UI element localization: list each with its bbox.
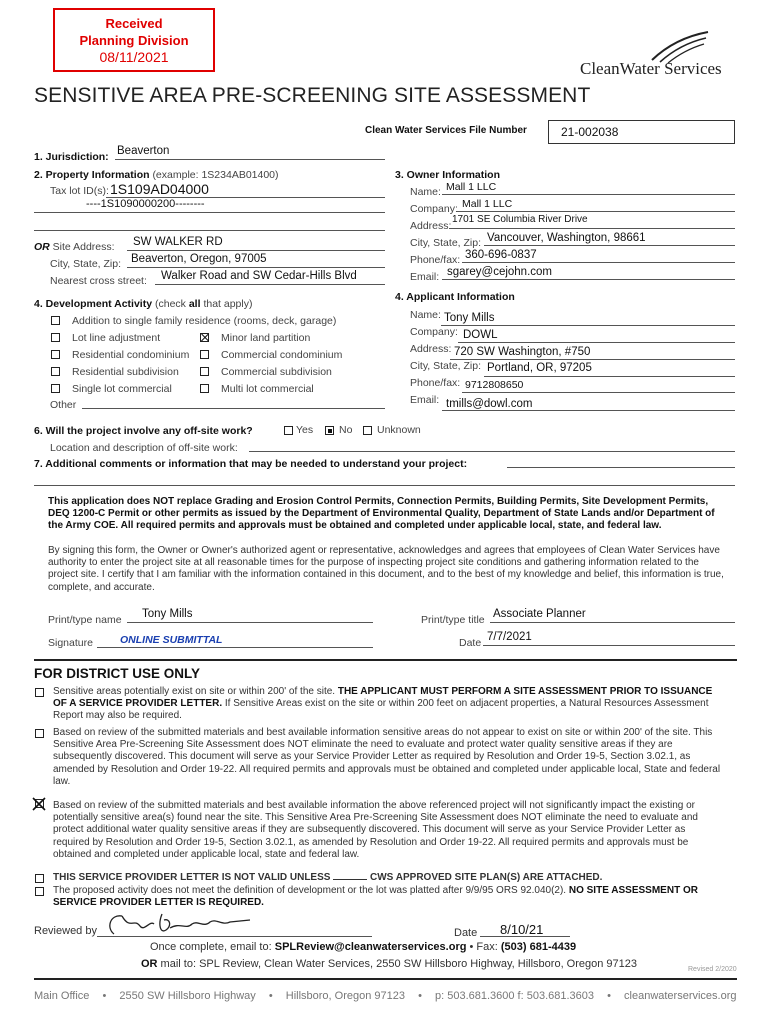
footer-office: Main Office — [34, 990, 90, 1002]
district-opt5 — [53, 885, 723, 909]
footer-city: Hillsboro, Oregon 97123 — [285, 990, 405, 1002]
reviewed-date-value[interactable]: 8/10/21 — [500, 922, 544, 937]
offsite-yes-checkbox[interactable] — [284, 426, 293, 435]
stamp-line1: Received — [105, 16, 163, 31]
reviewed-date-label: Date — [454, 927, 478, 939]
district-heading: FOR DISTRICT USE ONLY — [34, 666, 201, 681]
other-label: Other — [50, 399, 77, 411]
offsite-location-label: Location and description of off-site work: — [50, 442, 238, 454]
offsite-no-checkbox[interactable] — [325, 426, 334, 435]
owner-name-label: Name: — [410, 186, 441, 198]
district-opt5-b: NO SITE ASSESSMENT OR SERVICE PROVIDER LETTER IS REQUIRED. — [53, 885, 698, 909]
signature-value[interactable]: ONLINE SUBMITTAL — [120, 634, 223, 646]
file-number-value: 21-002038 — [561, 125, 619, 139]
applicant-company-label: Company: — [410, 326, 458, 338]
site-label-text: Site Address: — [52, 241, 115, 253]
applicant-address-label: Address: — [410, 343, 452, 355]
notice-text: By signing this form, the Owner or Owner's authorized agent or representative, acknowledges and agrees that employees of Clean Water Services have authority to enter the project site at all reasonable times for the purpose of inspecting project site conditions and gathering information related to the project site. I certify that I am familiar with the information contained in this document, and to the best of my knowledge and belief, this information is true, complete, and accurate. — [48, 545, 724, 593]
print-title-label: Print/type title — [421, 614, 485, 626]
tax-lot-1[interactable]: 1S109AD04000 — [110, 181, 209, 197]
section-divider — [34, 659, 737, 661]
com-condo-checkbox[interactable] — [200, 350, 209, 359]
logo-text-services: Services — [664, 59, 722, 78]
received-stamp — [53, 8, 215, 72]
district-opt1-c: If Sensitive Areas exist on the site or within 200 feet on adjacent properties, a Natural Resources Assessment Report may also be required. — [53, 698, 709, 722]
single-lot-label: Single lot commercial — [72, 383, 172, 395]
owner-heading: 3. Owner Information — [395, 169, 501, 181]
minor-partition-label: Minor land partition — [221, 332, 311, 344]
owner-email-label: Email: — [410, 271, 440, 283]
district-opt3: Based on review of the submitted materials and best available information the above referenced project will not significantly impact the existing or potentially sensitive area(s) found near the site. This Sensitive Area Pre-Screening Site Assessment does NOT eliminate the need to evaluate and protect additional water quality sensitive areas if they are subsequently discovered. This document will serve as your Service Provider Letter as required by Resolution and Order 19-5, Section 3.02.1, as amended by Resolution and Order 19-22. All required permits and approvals must be obtained and completed under applicable local, state and federal law. — [53, 800, 698, 860]
district-opt3-checkbox[interactable] — [32, 797, 46, 811]
applicant-heading: 4. Applicant Information — [395, 291, 515, 303]
property-example: (example: 1S234AB01400) — [152, 169, 279, 181]
single-lot-checkbox[interactable] — [51, 384, 60, 393]
owner-email-value[interactable]: sgarey@cejohn.com — [447, 266, 552, 278]
owner-name-value[interactable]: Mall 1 LLC — [446, 181, 497, 193]
jurisdiction-label: 1. Jurisdiction: — [34, 151, 109, 163]
property-csz-label: City, State, Zip: — [50, 258, 121, 270]
revised-date: Revised 2/2020 — [688, 966, 737, 973]
district-opt4-a: THIS SERVICE PROVIDER LETTER IS NOT VALID UNLESS — [53, 872, 331, 883]
owner-phone-label: Phone/fax: — [410, 254, 461, 266]
applicant-email-value[interactable]: tmills@dowl.com — [446, 398, 533, 410]
fax-number: (503) 681-4439 — [500, 941, 577, 953]
footer-sep-1: • — [102, 990, 107, 1002]
print-title-value[interactable]: Associate Planner — [493, 608, 586, 620]
activity-note-post: that apply) — [200, 298, 253, 310]
page-title: SENSITIVE AREA PRE-SCREENING SITE ASSESSMENT — [34, 84, 591, 107]
site-address-value[interactable]: SW WALKER RD — [133, 236, 223, 248]
district-opt1-a: Sensitive areas potentially exist on site or within 200' of the site. — [53, 686, 338, 697]
owner-csz-label: City, State, Zip: — [410, 237, 481, 249]
tax-lot-2[interactable]: ----1S1090000200-------- — [86, 198, 205, 210]
district-opt1 — [53, 686, 723, 723]
mail-instructions — [141, 958, 637, 970]
print-name-value[interactable]: Tony Mills — [142, 608, 193, 620]
owner-phone-value[interactable]: 360-696-0837 — [465, 249, 537, 261]
offsite-unknown-label: Unknown — [377, 424, 421, 436]
mail-or: OR — [141, 958, 158, 970]
footer-sep-4: • — [607, 990, 611, 1002]
owner-company-label: Company: — [410, 203, 458, 215]
spl-review-email[interactable]: SPLReview@cleanwaterservices.org — [274, 941, 467, 953]
district-opt5-a: The proposed activity does not meet the definition of development or the lot was platted after 9/9/95 ORS 92.040(2). — [53, 885, 569, 896]
footer-website[interactable]: cleanwaterservices.org — [624, 990, 737, 1002]
addition-label: Addition to single family residence (rooms, deck, garage) — [72, 315, 337, 327]
res-sub-checkbox[interactable] — [51, 367, 60, 376]
com-condo-label: Commercial condominium — [221, 349, 343, 361]
applicant-csz-label: City, State, Zip: — [410, 360, 481, 372]
file-number-label: Clean Water Services File Number — [365, 125, 527, 136]
footer-divider — [34, 978, 737, 980]
footer-phone: p: 503.681.3600 f: 503.681.3603 — [434, 990, 595, 1002]
signature-date-value[interactable]: 7/7/2021 — [487, 631, 532, 643]
com-sub-checkbox[interactable] — [200, 367, 209, 376]
property-csz-value[interactable]: Beaverton, Oregon, 97005 — [131, 253, 267, 265]
res-condo-label: Residential condominium — [72, 349, 190, 361]
owner-address-value[interactable]: 1701 SE Columbia River Drive — [452, 214, 588, 225]
clean-water-services-logo — [580, 30, 740, 78]
property-heading-text: 2. Property Information — [34, 169, 150, 181]
site-address-label — [34, 241, 115, 253]
print-name-label: Print/type name — [48, 614, 122, 626]
property-heading — [34, 169, 279, 181]
stamp-date: 08/11/2021 — [99, 49, 169, 65]
owner-company-value[interactable]: Mall 1 LLC — [462, 198, 513, 210]
fax-pre: • Fax: — [466, 941, 501, 953]
reviewer-signature — [100, 910, 280, 938]
owner-csz-value[interactable]: Vancouver, Washington, 98661 — [487, 232, 646, 244]
or-label: OR — [34, 241, 50, 253]
email-pre: Once complete, email to: — [150, 941, 275, 953]
applicant-name-label: Name: — [410, 309, 441, 321]
com-sub-label: Commercial subdivision — [221, 366, 332, 378]
comments-label: 7. Additional comments or information that may be needed to understand your project: — [34, 458, 468, 470]
signature-date-label: Date — [459, 637, 482, 649]
district-opt4 — [53, 872, 723, 884]
logo-text-cleanwater: CleanWater — [580, 59, 660, 78]
lot-line-label: Lot line adjustment — [72, 332, 161, 344]
district-opt4-b: CWS APPROVED SITE PLAN(S) ARE ATTACHED. — [370, 872, 603, 883]
applicant-address-value[interactable]: 720 SW Washington, #750 — [454, 346, 591, 358]
footer-sep-2: • — [268, 990, 273, 1002]
activity-heading-text: 4. Development Activity — [34, 298, 153, 310]
res-condo-checkbox[interactable] — [51, 350, 60, 359]
jurisdiction-value[interactable]: Beaverton — [117, 145, 170, 157]
handwritten-x-icon — [32, 797, 46, 811]
applicant-csz-value[interactable]: Portland, OR, 97205 — [487, 362, 592, 374]
district-opt2: Based on review of the submitted materials and best available information sensitive areas do not appear to exist on site or within 200' of the site. This Sensitive Area Pre-Screening Site Assessment does NOT eliminate the need to evaluate and protect water quality sensitive areas if they are subsequently discovered. This document will serve as your Service Provider Letter as required by Resolution and Order 19-5, Section 3.02.1, as amended by Resolution and Order 19-22. All required permits and approvals must be obtained and completed under applicable local, State and federal law. — [53, 727, 721, 787]
offsite-no-label: No — [339, 424, 353, 436]
reviewed-by-label: Reviewed by — [34, 925, 97, 937]
lot-line-checkbox[interactable] — [51, 333, 60, 342]
minor-partition-checkbox[interactable] — [200, 333, 209, 342]
applicant-company-value[interactable]: DOWL — [463, 329, 498, 341]
activity-heading — [34, 298, 252, 310]
footer — [34, 990, 737, 1002]
cross-street-value[interactable]: Walker Road and SW Cedar-Hills Blvd — [161, 270, 357, 282]
footer-sep-3: • — [418, 990, 422, 1002]
applicant-phone-value[interactable]: 9712808650 — [465, 379, 524, 391]
district-opt1-checkbox[interactable] — [35, 688, 44, 697]
res-sub-label: Residential subdivision — [72, 366, 179, 378]
file-number-box[interactable] — [548, 120, 735, 144]
stamp-line2: Planning Division — [79, 33, 189, 48]
district-opt4-checkbox[interactable] — [35, 874, 44, 883]
activity-note-pre: (check — [155, 298, 189, 310]
multi-lot-checkbox[interactable] — [200, 384, 209, 393]
district-opt5-checkbox[interactable] — [35, 887, 44, 896]
addition-checkbox[interactable] — [51, 316, 60, 325]
applicant-phone-label: Phone/fax: — [410, 377, 461, 389]
multi-lot-label: Multi lot commercial — [221, 383, 314, 395]
footer-address: 2550 SW Hillsboro Highway — [119, 990, 256, 1002]
email-instructions — [150, 941, 576, 953]
offsite-question: 6. Will the project involve any off-site work? — [34, 425, 253, 437]
applicant-name-value[interactable]: Tony Mills — [444, 312, 495, 324]
district-opt2-checkbox[interactable] — [35, 729, 44, 738]
applicant-email-label: Email: — [410, 394, 440, 406]
notice-bold: This application does NOT replace Grading and Erosion Control Permits, Connection Permits, Building Permits, Site Development Permits, DEQ 1200-C Permit or other permits as issued by the Department of Environmental Quality, Department of State Lands and/or Department of the Army COE. All required permits and approvals must be obtained and completed under applicable local, state, and federal law. — [48, 496, 715, 532]
mail-address: mail to: SPL Review, Clean Water Services, 2550 SW Hillsboro Highway, Hillsboro, Oregon 97123 — [157, 958, 638, 970]
district-opt1-b: THE APPLICANT MUST PERFORM A SITE ASSESSMENT PRIOR TO ISSUANCE OF A SERVICE PROVIDER LETTER. — [53, 686, 713, 710]
offsite-yes-label: Yes — [296, 424, 314, 436]
activity-note-all: all — [188, 298, 201, 310]
offsite-unknown-checkbox[interactable] — [363, 426, 372, 435]
signature-label: Signature — [48, 637, 93, 649]
owner-address-label: Address: — [410, 220, 452, 232]
tax-lot-label: Tax lot ID(s): — [50, 185, 109, 197]
cross-street-label: Nearest cross street: — [50, 275, 147, 287]
